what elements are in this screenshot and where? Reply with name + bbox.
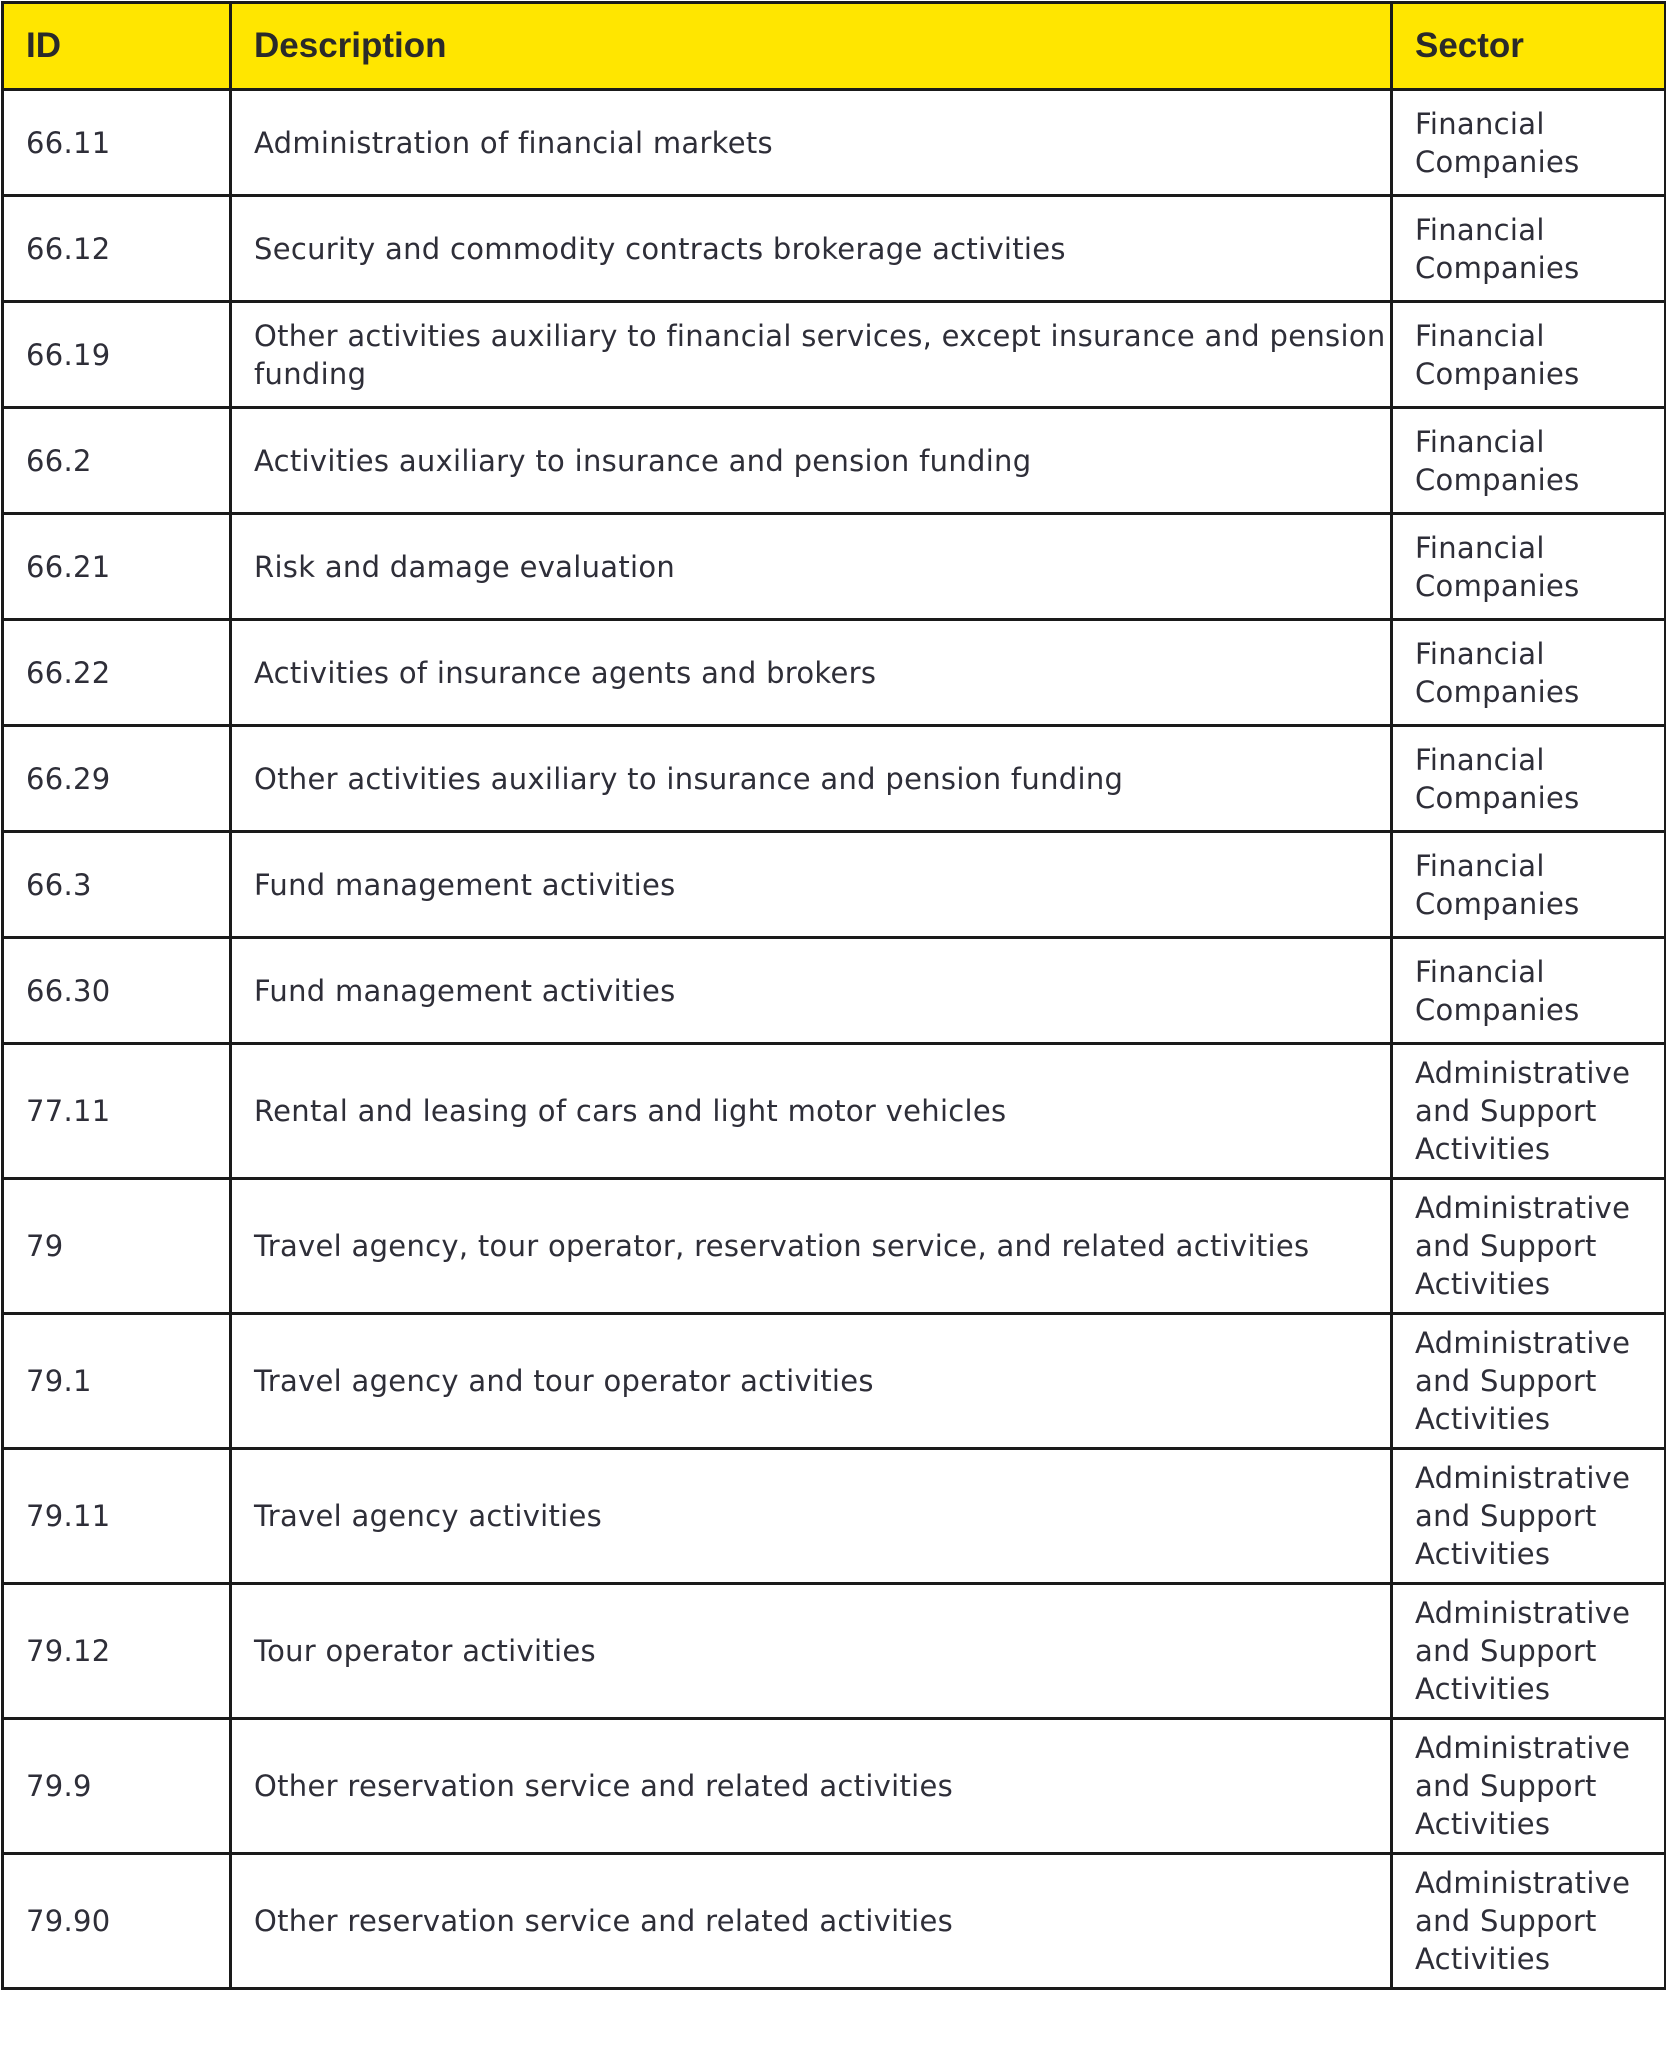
cell-description: Other reservation service and related activities bbox=[231, 1719, 1392, 1854]
header-description: Description bbox=[231, 3, 1392, 90]
cell-sector bbox=[1392, 1179, 1666, 1314]
cell-id: 66.11 bbox=[3, 90, 231, 196]
sector-line: Financial bbox=[1415, 954, 1545, 989]
cell-sector bbox=[1392, 514, 1666, 620]
table-row bbox=[3, 514, 1666, 620]
sector-line: Companies bbox=[1415, 674, 1580, 709]
sector-line: Financial bbox=[1415, 106, 1545, 141]
cell-id: 79.12 bbox=[3, 1584, 231, 1719]
cell-sector bbox=[1392, 408, 1666, 514]
cell-description: Administration of financial markets bbox=[231, 90, 1392, 196]
cell-id: 79.9 bbox=[3, 1719, 231, 1854]
sector-line: Companies bbox=[1415, 886, 1580, 921]
sector-line: Financial bbox=[1415, 530, 1545, 565]
cell-id: 77.11 bbox=[3, 1044, 231, 1179]
cell-id: 66.3 bbox=[3, 832, 231, 938]
header-sector: Sector bbox=[1392, 3, 1666, 90]
cell-description: Fund management activities bbox=[231, 938, 1392, 1044]
cell-sector bbox=[1392, 1449, 1666, 1584]
sector-line: Financial bbox=[1415, 636, 1545, 671]
sector-line: and Support bbox=[1415, 1769, 1597, 1803]
table-row bbox=[3, 408, 1666, 514]
cell-sector bbox=[1392, 938, 1666, 1044]
table-row bbox=[3, 1719, 1666, 1854]
sector-line: Companies bbox=[1415, 992, 1580, 1027]
table-row bbox=[3, 1179, 1666, 1314]
cell-description: Fund management activities bbox=[231, 832, 1392, 938]
cell-description: Travel agency activities bbox=[231, 1449, 1392, 1584]
sector-line: Activities bbox=[1415, 1672, 1551, 1706]
table-row bbox=[3, 1584, 1666, 1719]
table-row bbox=[3, 1044, 1666, 1179]
sector-line: Financial bbox=[1415, 742, 1545, 777]
sector-line: Administrative bbox=[1415, 1596, 1631, 1630]
sector-line: and Support bbox=[1415, 1094, 1597, 1128]
cell-sector bbox=[1392, 1719, 1666, 1854]
header-id: ID bbox=[3, 3, 231, 90]
cell-description: Travel agency and tour operator activities bbox=[231, 1314, 1392, 1449]
header-row bbox=[3, 3, 1666, 90]
cell-description: Tour operator activities bbox=[231, 1584, 1392, 1719]
cell-description: Other activities auxiliary to insurance and pension funding bbox=[231, 726, 1392, 832]
cell-sector bbox=[1392, 726, 1666, 832]
nace-code-table bbox=[1, 1, 1666, 1990]
cell-id: 79 bbox=[3, 1179, 231, 1314]
cell-description: Activities of insurance agents and brokers bbox=[231, 620, 1392, 726]
sector-line: and Support bbox=[1415, 1499, 1597, 1533]
table-row bbox=[3, 832, 1666, 938]
sector-line: Administrative bbox=[1415, 1866, 1631, 1900]
cell-description: Activities auxiliary to insurance and pension funding bbox=[231, 408, 1392, 514]
table-row bbox=[3, 1449, 1666, 1584]
sector-line: Financial bbox=[1415, 212, 1545, 247]
sector-line: Financial bbox=[1415, 318, 1545, 353]
sector-line: Activities bbox=[1415, 1267, 1551, 1301]
sector-line: Companies bbox=[1415, 144, 1580, 179]
sector-line: and Support bbox=[1415, 1364, 1597, 1398]
sector-line: Administrative bbox=[1415, 1461, 1631, 1495]
cell-id: 66.2 bbox=[3, 408, 231, 514]
sector-line: Financial bbox=[1415, 848, 1545, 883]
cell-description: Security and commodity contracts brokerage activities bbox=[231, 196, 1392, 302]
sector-line: Companies bbox=[1415, 250, 1580, 285]
sector-line: and Support bbox=[1415, 1229, 1597, 1263]
sector-line: Administrative bbox=[1415, 1191, 1631, 1225]
cell-sector bbox=[1392, 1854, 1666, 1989]
table-row bbox=[3, 1314, 1666, 1449]
sector-line: Activities bbox=[1415, 1537, 1551, 1571]
sector-line: Activities bbox=[1415, 1402, 1551, 1436]
cell-sector bbox=[1392, 620, 1666, 726]
table-row bbox=[3, 620, 1666, 726]
cell-sector bbox=[1392, 1314, 1666, 1449]
cell-id: 79.11 bbox=[3, 1449, 231, 1584]
sector-line: Companies bbox=[1415, 462, 1580, 497]
cell-id: 66.29 bbox=[3, 726, 231, 832]
cell-id: 66.30 bbox=[3, 938, 231, 1044]
sector-line: Companies bbox=[1415, 780, 1580, 815]
cell-description: Rental and leasing of cars and light motor vehicles bbox=[231, 1044, 1392, 1179]
cell-id: 66.19 bbox=[3, 302, 231, 408]
cell-id: 66.21 bbox=[3, 514, 231, 620]
sector-line: Administrative bbox=[1415, 1326, 1631, 1360]
cell-id: 79.1 bbox=[3, 1314, 231, 1449]
cell-description: Travel agency, tour operator, reservation service, and related activities bbox=[231, 1179, 1392, 1314]
cell-sector bbox=[1392, 1044, 1666, 1179]
cell-id: 79.90 bbox=[3, 1854, 231, 1989]
table-row bbox=[3, 90, 1666, 196]
cell-sector bbox=[1392, 90, 1666, 196]
sector-line: Activities bbox=[1415, 1942, 1551, 1976]
cell-sector bbox=[1392, 196, 1666, 302]
sector-line: Administrative bbox=[1415, 1056, 1631, 1090]
cell-sector bbox=[1392, 1584, 1666, 1719]
cell-description: Other reservation service and related activities bbox=[231, 1854, 1392, 1989]
cell-id: 66.12 bbox=[3, 196, 231, 302]
sector-line: Companies bbox=[1415, 356, 1580, 391]
cell-sector bbox=[1392, 302, 1666, 408]
cell-description: Risk and damage evaluation bbox=[231, 514, 1392, 620]
table-row bbox=[3, 938, 1666, 1044]
sector-line: Administrative bbox=[1415, 1731, 1631, 1765]
cell-id: 66.22 bbox=[3, 620, 231, 726]
sector-line: Activities bbox=[1415, 1807, 1551, 1841]
sector-line: Activities bbox=[1415, 1132, 1551, 1166]
table-row bbox=[3, 1854, 1666, 1989]
table-row bbox=[3, 302, 1666, 408]
table-row bbox=[3, 726, 1666, 832]
sector-line: Companies bbox=[1415, 568, 1580, 603]
sector-line: and Support bbox=[1415, 1904, 1597, 1938]
cell-description: Other activities auxiliary to financial services, except insurance and pension funding bbox=[231, 302, 1392, 408]
cell-sector bbox=[1392, 832, 1666, 938]
sector-line: Financial bbox=[1415, 424, 1545, 459]
sector-line: and Support bbox=[1415, 1634, 1597, 1668]
table-row bbox=[3, 196, 1666, 302]
